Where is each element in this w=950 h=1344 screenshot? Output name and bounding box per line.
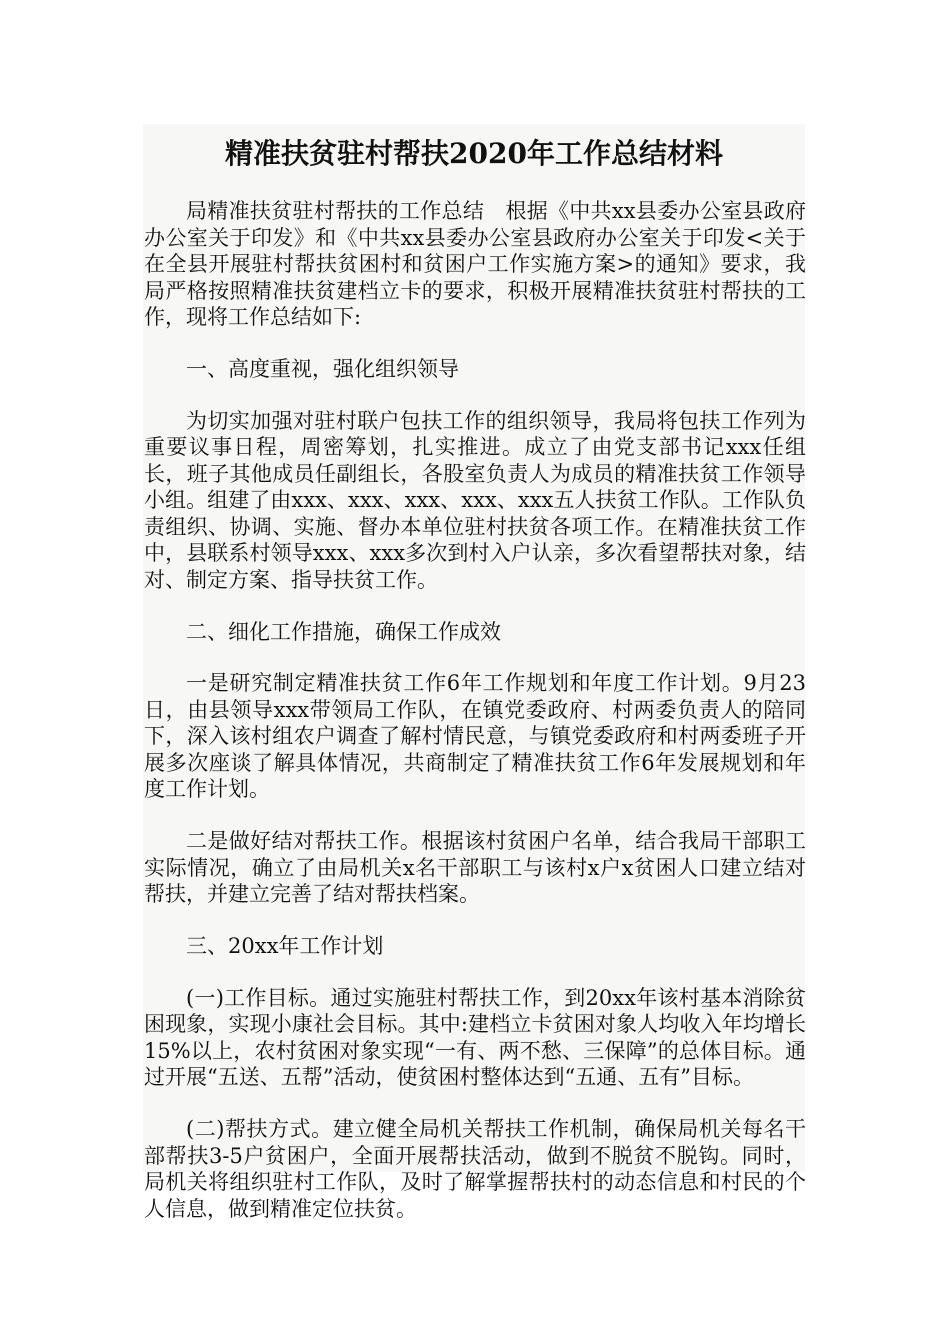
section-heading-2: 二、细化工作措施，确保工作成效 <box>186 619 501 644</box>
section-heading-1: 一、高度重视，强化组织领导 <box>186 357 459 381</box>
section-3-paragraph-2: (二)帮扶方式。建立健全局机关帮扶工作机制，确保局机关每名干部帮扶3-5户贫困户，全面开展帮扶活动，做到不脱贫不脱钩。同时，局机关将组织驻村工作队，及时了解掌握帮扶村的动态信息和村民的个人信息，做到精准定位扶贫。 <box>144 1117 806 1221</box>
document-body <box>144 198 806 1248</box>
document-title: 精准扶贫驻村帮扶2020年工作总结材料 <box>225 137 723 170</box>
section-2-paragraph-2: 二是做好结对帮扶工作。根据该村贫困户名单，结合我局干部职工实际情况，确立了由局机关x名干部职工与该村x户x贫困人口建立结对帮扶，并建立完善了结对帮扶档案。 <box>144 829 806 906</box>
section-2-paragraph-1: 一是研究制定精准扶贫工作6年工作规划和年度工作计划。9月23日，由县领导xxx带领局工作队，在镇党委政府、村两委负责人的陪同下，深入该村组农户调查了解村情民意，与镇党委政府和村两委班子开展多次座谈了解具体情况，共商制定了精准扶贫工作6年发展规划和年度工作计划。 <box>144 671 806 801</box>
document-page <box>143 124 806 1221</box>
section-heading-3: 三、20xx年工作计划 <box>186 934 384 958</box>
section-1-paragraph: 为切实加强对驻村联户包扶工作的组织领导，我局将包扶工作列为重要议事日程，周密筹划，扎实推进。成立了由党支部书记xxx任组长，班子其他成员任副组长，各股室负责人为成员的精准扶贫工作领导小组。组建了由xxx、xxx、xxx、xxx、xxx五人扶贫工作队。工作队负责组织、协调、实施、督办本单位驻村扶贫各项工作。在精准扶贫工作中，县联系村领导xxx、xxx多次到村入户认亲，多次看望帮扶对象，结对、制定方案、指导扶贫工作。 <box>144 408 806 592</box>
section-3-paragraph-1: (一)工作目标。通过实施驻村帮扶工作，到20xx年该村基本消除贫困现象，实现小康社会目标。其中:建档立卡贫困对象人均收入年均增长15%以上，农村贫困对象实现“一有、两不愁、三保障”的总体目标。通过开展“五送、五帮”活动，使贫困村整体达到“五通、五有”目标。 <box>144 985 806 1089</box>
intro-paragraph: 局精准扶贫驻村帮扶的工作总结 根据《中共xx县委办公室县政府办公室关于印发》和《中共xx县委办公室县政府办公室关于印发<关于在全县开展驻村帮扶贫困村和贫困户工作实施方案>的通知》要求，我局严格按照精准扶贫建档立卡的要求，积极开展精准扶贫驻村帮扶的工作，现将工作总结如下: <box>144 199 806 329</box>
